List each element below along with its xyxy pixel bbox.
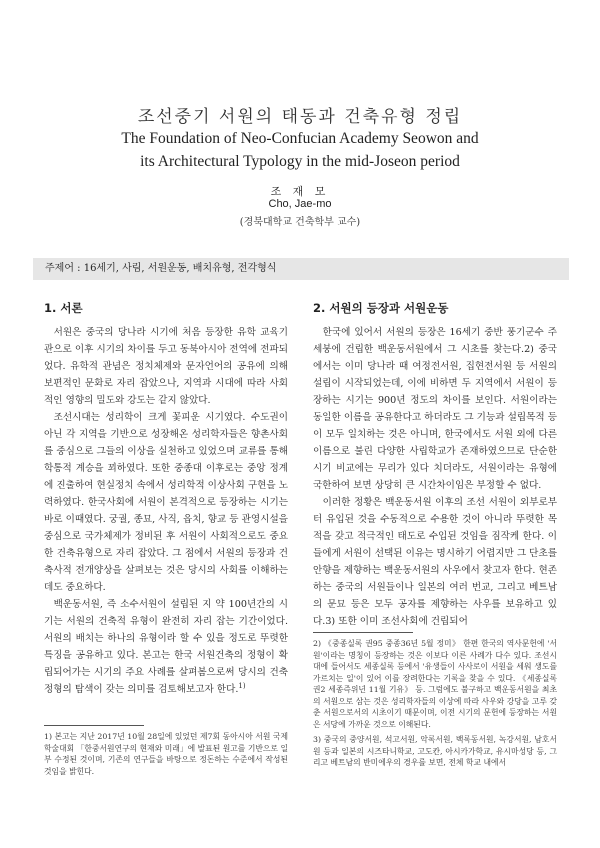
footnotes-left: [44, 731, 288, 781]
keywords-box: 주제어 : 16세기, 사림, 서원운동, 배치유형, 전각형식: [33, 258, 569, 280]
section-2-heading: 2. 서원의 등장과 서원운동: [313, 301, 449, 315]
footnote: 2) 《중종실록 권95 중종36년 5월 정미》 한편 한국의 역사문헌에 '서원'이라는 명칭이 등장하는 것은 이보다 이른 사례가 다수 있다. 조선시대에 들어서도 세종실록 등에서 '유생들이 사사로이 서원을 세워 생도를 가르치는 일'이 있어 이를 장려한다는 기록을 찾을 수 있다. 《세종실록 권2 세종즉위년 11월 기유》 등. 그럼에도 불구하고 백운동서원을 최초의 서원으로 삼는 것은 성리학자들의 이상에 따라 사우와 강당을 고루 갖춘 서원으로서의 시초이기 때문이며, 이전 시기의 문헌에 등장하는 서원은 서당에 가까운 것으로 이해된다.: [313, 639, 557, 729]
footnote: 1) 본고는 지난 2017년 10월 28일에 있었던 제7회 동아시아 서원 국제학술대회 「한중서원연구의 현재와 미래」에 발표된 원고를 기반으로 일부 수정된 것이며, 기존의 연구들을 바탕으로 정돈하는 수준에서 작성된 것임을 밝힌다.: [44, 732, 288, 776]
section-1-heading: 1. 서론: [44, 301, 83, 315]
section-1-paragraph: 서원은 중국의 당나라 시기에 처음 등장한 유학 교육기관으로 이후 시기의 차이를 두고 동북아시아 전역에 전파되었다. 유학적 관념은 정치체제와 문자언어의 공유에 의해 보편적인 문화로 자리 잡았으나, 지역과 시대에 따라 사회적인 영향의 밀도와 강도는 같지 않았다.: [44, 327, 288, 406]
footnote-ref: 1): [238, 681, 246, 690]
title-english-line-1: The Foundation of Neo-Confucian Academy Seowon and: [121, 130, 479, 147]
section-2-paragraph: 한국에 있어서 서원의 등장은 16세기 중반 풍기군수 주세붕에 건립한 백운동서원에서 그 시초를 찾는다.2) 중국에서는 이미 당나라 때 여정전서원, 집현전서원 등 서원의 설립이 시작되었는데, 이에 비하면 두 지역에서 서원이 등장하는 시기는 900년 정도의 차이를 보인다. 서원이라는 동일한 이름을 공유한다고 하더라도 그 기능과 설립목적 등이 모두 일치하는 것은 아니며, 한국에서도 서원 외에 다른 이름으로 불린 다양한 사립학교가 존재하였으므로 단순한 시기 비교에는 무리가 있다 치더라도, 서원이라는 유형에 국한하여 보면 상당히 큰 시간차이임은 부정할 수 없다.: [313, 327, 557, 491]
paragraph-text: 백운동서원, 즉 소수서원이 설립된 지 약 100년간의 시기는 서원의 건축적 유형이 완전히 자리 잡는 기간이었다. 서원의 배치는 하나의 유형이라 할 수 있을 정도로 뚜렷한 특징을 공유하고 있다. 본고는 한국 서원건축의 정형이 확립되어가는 시기의 주요 사례를 살펴봄으로써 당시의 건축정형의 탐색이 갖는 의미를 검토해보고자 한다.: [44, 599, 288, 695]
footnote-divider-right: [313, 632, 413, 633]
title-english-line-2: its Architectural Typology in the mid-Joseon period: [140, 153, 460, 170]
right-column-body: [313, 324, 557, 630]
paper-title-english: [0, 127, 600, 173]
footnotes-right: [313, 638, 557, 843]
author-name-english: Cho, Jae-mo: [268, 198, 332, 210]
author-name-korean: 조 재 모: [270, 185, 330, 198]
section-1-paragraph: [44, 596, 288, 698]
author-affiliation: (경북대학교 건축학부 교수): [239, 217, 361, 228]
footnote: 3) 중국의 중양서원, 석고서원, 악록서원, 백록동서원, 녹강서원, 남호서원 등과 일본의 시즈타니학교, 고도칸, 아시카가학교, 유시마성당 등, 그리고 베트남의 반미에우의 경우를 보면, 전체 학교 내에서: [313, 735, 557, 767]
section-1-paragraph: 조선시대는 성리학이 크게 꽃피운 시기였다. 수도권이 아닌 각 지역을 기반으로 성장해온 성리학자들은 향촌사회를 중심으로 그들의 이상을 실천하고 있었으며 교류를 통해 학통적 계승을 꾀하였다. 또한 중종대 이후로는 중앙 정계에 진출하여 현실정치 속에서 성리학적 이상사회 구현을 노력하였다. 한국사회에 서원이 본격적으로 등장하는 시기는 바로 이때였다. 궁궐, 종묘, 사직, 읍치, 향교 등 관영시설을 중심으로 국가체제가 정비된 후 서원이 사회적으로도 중요한 건축유형으로 자리 잡았다. 그 점에서 서원의 등장과 건축사적 전개양상을 살펴보는 것은 당시의 사회를 이해하는데도 중요하다.: [44, 412, 288, 593]
section-2-paragraph: 이러한 정황은 백운동서원 이후의 조선 서원이 외부로부터 유입된 것을 수동적으로 수용한 것이 아니라 뚜렷한 목적을 갖고 적극적인 태도로 수입된 것임을 짐작케 한다. 이들에게 서원이 선택된 이유는 명시하기 어렵지만 그 단초를 안향을 제향하는 백운동서원의 사우에서 찾고자 한다. 현존하는 중국의 서원들이나 일본의 여러 번교, 그리고 베트남의 문묘 등은 모두 공자를 제향하는 사우를 보유하고 있다.3) 또한 이미 조선사회에 건립되어: [313, 497, 557, 627]
left-column-body: [44, 324, 288, 698]
footnote-divider-left: [44, 725, 144, 726]
paper-title-korean: 조선중기 서원의 태동과 건축유형 정립: [137, 107, 463, 127]
